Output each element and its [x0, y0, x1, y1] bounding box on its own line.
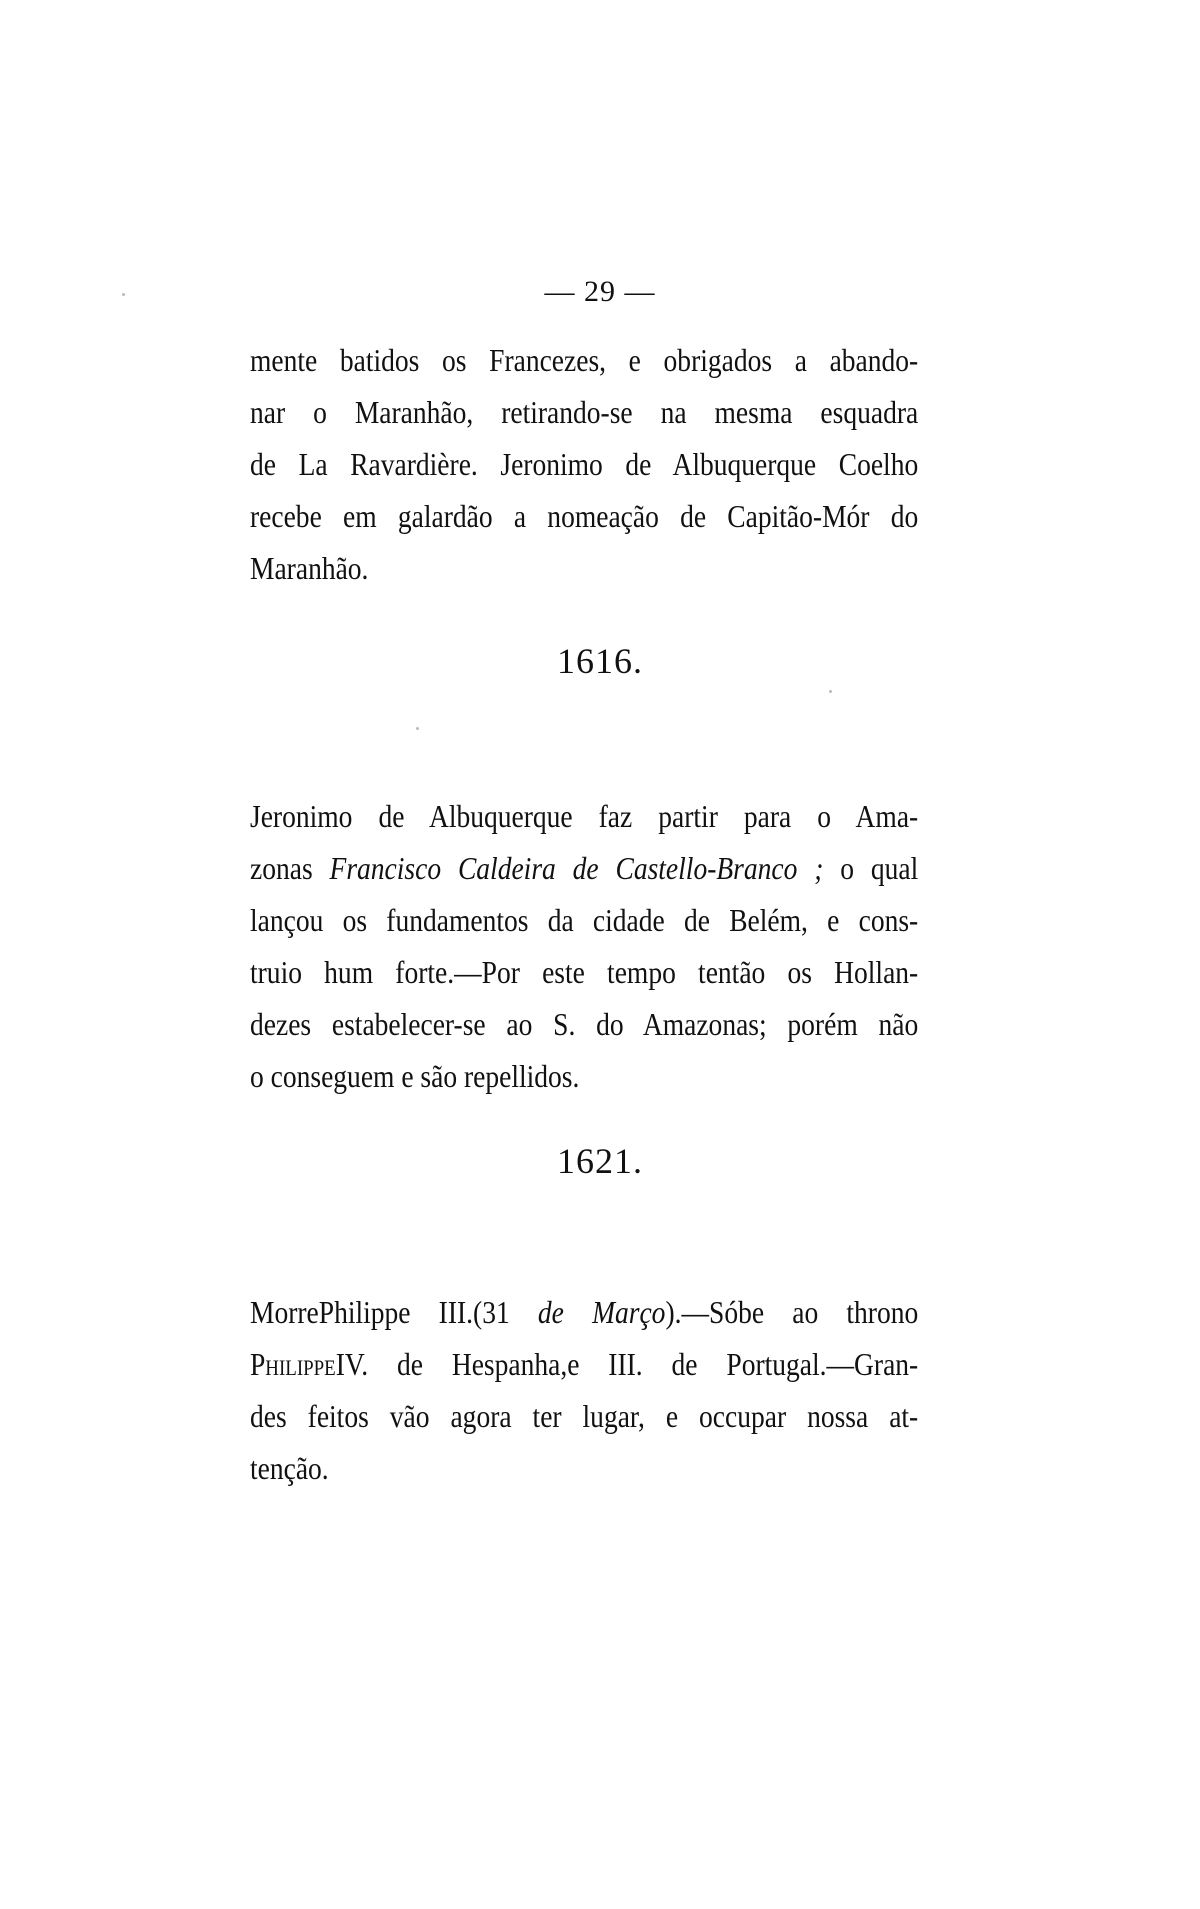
paragraph-3: [250, 1286, 918, 1494]
paragraph-2-line: dezes estabelecer-se ao S. do Amazonas; porém não: [250, 1006, 919, 1042]
paragraph-3-line: des feitos vão agora ter lugar, e occupar nossa at-: [250, 1398, 919, 1434]
italic-date: de Março: [537, 1294, 666, 1330]
paragraph-1-line: nar o Maranhão, retirando-se na mesma esquadra: [250, 394, 919, 430]
text-run: IV. de Hespanha,e III. de Portugal.—Gran-: [335, 1346, 919, 1382]
paragraph-2-line: lançou os fundamentos da cidade de Belém, e cons-: [250, 902, 919, 938]
smallcaps-name: Philippe: [250, 1346, 336, 1382]
paragraph-2-line: Jeronimo de Albuquerque faz partir para o Ama-: [250, 798, 919, 834]
paragraph-3-line: [250, 1338, 918, 1390]
paper-speck: [122, 293, 125, 296]
text-run: o qual: [823, 850, 919, 886]
text-run: MorrePhilippe III.(31: [250, 1294, 538, 1330]
text-run: ).—Sóbe ao throno: [665, 1294, 919, 1330]
paragraph-2-line: [250, 842, 918, 894]
paragraph-1-line: mente batidos os Francezes, e obrigados a abando-: [250, 342, 919, 378]
paragraph-2-line: o conseguem e são repellidos.: [250, 1058, 580, 1094]
page-number: — 29 —: [544, 275, 656, 308]
year-heading-1621: 1621.: [557, 1141, 643, 1181]
paragraph-1-line: de La Ravardière. Jeronimo de Albuquerque Coelho: [250, 446, 919, 482]
paper-speck: [829, 690, 832, 693]
paragraph-3-line: tenção.: [250, 1450, 329, 1486]
paragraph-1: [250, 334, 918, 594]
paragraph-1-line: recebe em galardão a nomeação de Capitão-Mór do: [250, 498, 919, 534]
paragraph-2: [250, 790, 918, 1102]
text-run: zonas: [250, 850, 330, 886]
italic-name: Francisco Caldeira de Castello-Branco ;: [329, 850, 824, 886]
paragraph-2-line: truio hum forte.—Por este tempo tentão os Hollan-: [250, 954, 919, 990]
year-heading-1616: 1616.: [557, 641, 643, 681]
paper-speck: [416, 727, 419, 730]
paragraph-1-line: Maranhão.: [250, 550, 369, 586]
paragraph-3-line: [250, 1286, 918, 1338]
